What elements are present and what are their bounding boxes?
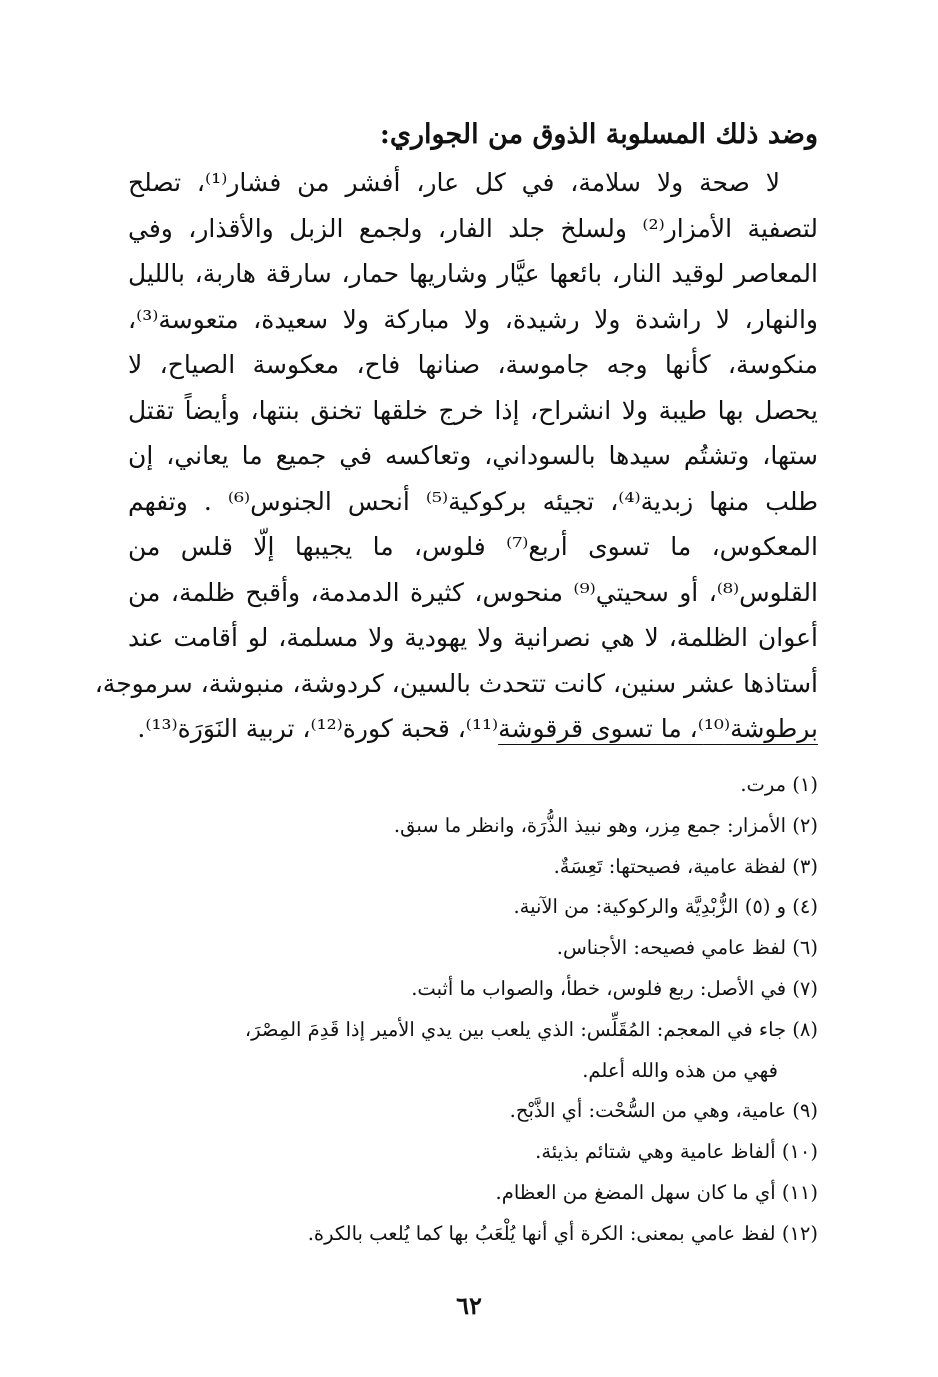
body-line: لتصفية الأمزار⁽²⁾ ولسلخ جلد الفار، ولجمع الزبل والأقذار، وفي: [128, 213, 818, 243]
body-line: منكوسة، كأنها وجه جاموسة، صنانها فاح، معكوسة الصياح، لا: [128, 350, 818, 379]
footnote: (٤) و (٥) الزُّبْدِيَّة والركوكية: من الآنية.: [513, 895, 818, 919]
body-line: المعكوس، ما تسوى أربع⁽⁷⁾ فلوس، ما يجيبها إلّا قلس من: [128, 532, 818, 561]
footnote: (٩) عامية، وهي من السُّحْت: أي الذَّبْح.: [509, 1099, 818, 1123]
footnote-continuation: فهي من هذه والله أعلم.: [582, 1058, 778, 1082]
body-line: ستها، وتشتُم سيدها بالسوداني، وتعاكسه في جميع ما يعاني، إن: [128, 441, 818, 470]
footnote: (١٢) لفظ عامي بمعنى: الكرة أي أنها يُلْعَبُ بها كما يُلعب بالكرة.: [307, 1221, 818, 1245]
body-line: لا صحة ولا سلامة، في كل عار، أفشر من فشار⁽¹⁾، تصلح: [128, 168, 780, 197]
page-number: ٦٢: [456, 1291, 482, 1320]
body-line: والنهار، لا راشدة ولا رشيدة، ولا مباركة ولا سعيدة، متعوسة⁽³⁾،: [128, 304, 818, 334]
body-line: أعوان الظلمة، لا هي نصرانية ولا يهودية ولا مسلمة، لو أقامت عند: [128, 623, 818, 652]
footnote: (٧) في الأصل: ربع فلوس، خطأ، والصواب ما أثبت.: [411, 976, 818, 1000]
footnote: (١١) أي ما كان سهل المضغ من العظام.: [495, 1180, 818, 1204]
footnotes: [128, 765, 818, 1255]
body-line: أستاذها عشر سنين، كانت تتحدث بالسين، كردوشة، منبوشة، سرموجة،: [94, 668, 818, 698]
body-line: يحصل بها طيبة ولا انشراح، إذا خرج خلقها تخنق بنتها، وأيضاً تقتل: [128, 395, 818, 425]
body-line: طلب منها زبدية⁽⁴⁾، تجيئه بركوكية⁽⁵⁾ أنحس الجنوس⁽⁶⁾ . وتفهم: [128, 486, 819, 516]
body-line-tail: ⁽¹¹⁾، قحبة كورة⁽¹²⁾، تربية النَوَرَة⁽¹³⁾.: [137, 714, 499, 743]
body-line: القلوس⁽⁸⁾، أو سحيتي⁽⁹⁾ منحوس، كثيرة الدمدمة، وأقبح ظلمة، من: [128, 577, 818, 607]
footnote: (٢) الأمزار: جمع مِزر، وهو نبيذ الذُّرَة، وانظر ما سبق.: [393, 813, 818, 837]
footnote: (٦) لفظ عامي فصيحه: الأجناس.: [556, 936, 818, 960]
body-line: المعاصر لوقيد النار، بائعها عيَّار وشاريها حمار، سارقة هاربة، بالليل: [128, 259, 818, 288]
footnote: (٣) لفظة عامية، فصيحتها: تَعِسَةٌ.: [553, 854, 818, 878]
body-paragraph: [94, 160, 819, 752]
body-line-last: [128, 706, 818, 752]
footnote: (١٠) ألفاظ عامية وهي شتائم بذيئة.: [535, 1140, 818, 1164]
section-heading: وضد ذلك المسلوبة الذوق من الجواري:: [379, 119, 818, 150]
underlined-phrase: برطوشة⁽¹⁰⁾، ما تسوى قرقوشة: [498, 714, 818, 743]
footnote: (١) مرت.: [740, 773, 818, 796]
footnote: (٨) جاء في المعجم: المُقَلِّس: الذي يلعب بين يدي الأمير إذا قَدِمَ المِصْرَ،: [244, 1017, 818, 1041]
